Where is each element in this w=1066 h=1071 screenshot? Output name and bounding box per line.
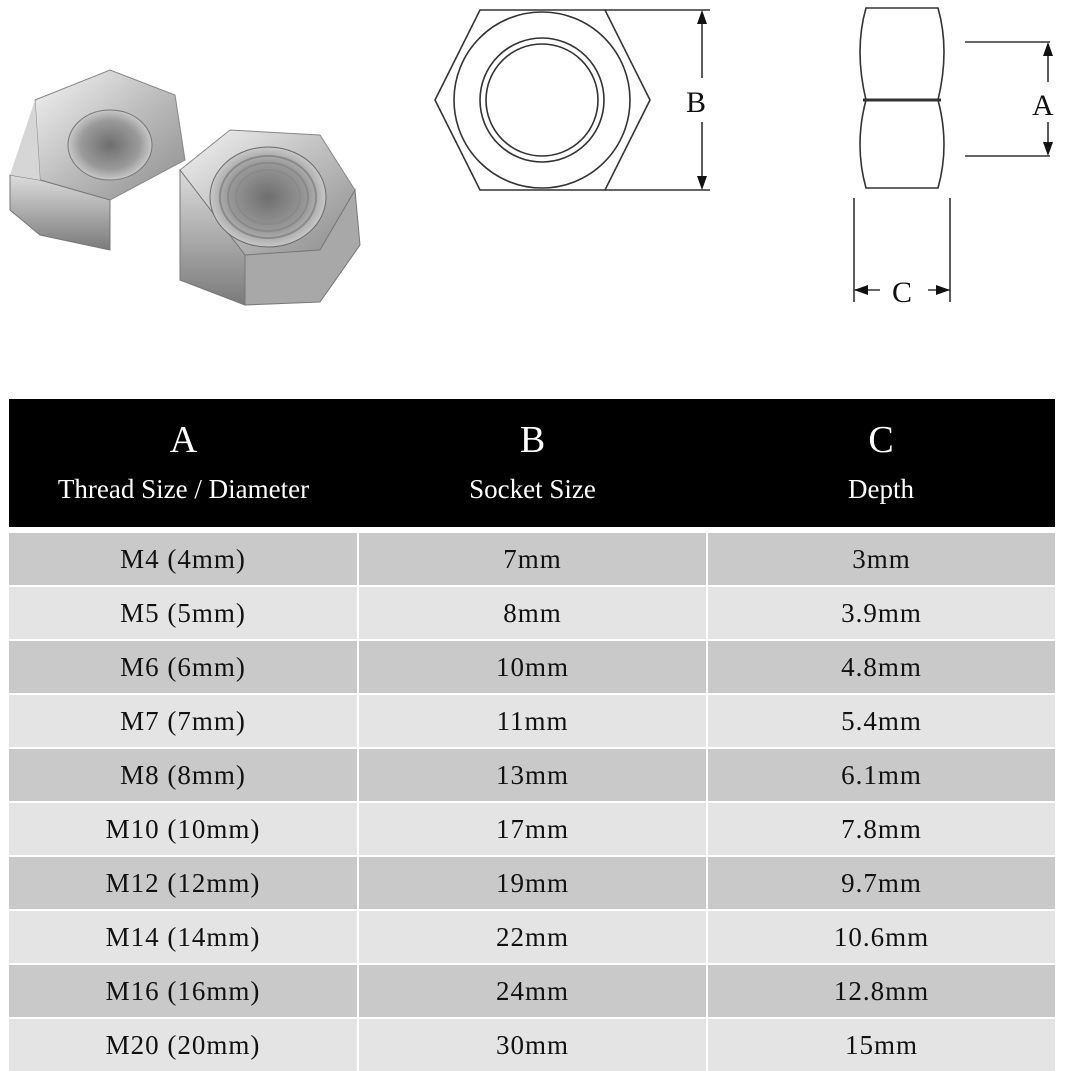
- thread-size-cell: M12 (12mm): [9, 856, 358, 910]
- table-row: [9, 586, 1055, 640]
- dimension-label-a: A: [1032, 89, 1054, 122]
- depth-cell: 10.6mm: [707, 910, 1055, 964]
- socket-size-cell: 30mm: [358, 1018, 707, 1071]
- table-row: [9, 856, 1055, 910]
- depth-cell: 5.4mm: [707, 694, 1055, 748]
- nut-size-table: [9, 399, 1055, 1071]
- thread-size-cell: M20 (20mm): [9, 1018, 358, 1071]
- thread-size-cell: M10 (10mm): [9, 802, 358, 856]
- column-header-label: Depth: [848, 474, 914, 505]
- column-header-letter: A: [169, 419, 198, 462]
- depth-cell: 12.8mm: [707, 964, 1055, 1018]
- table-row: [9, 694, 1055, 748]
- depth-cell: 9.7mm: [707, 856, 1055, 910]
- dimension-label-b: B: [686, 86, 707, 119]
- table-row: [9, 1018, 1055, 1071]
- socket-size-cell: 7mm: [358, 530, 707, 586]
- socket-size-cell: 17mm: [358, 802, 707, 856]
- depth-cell: 7.8mm: [707, 802, 1055, 856]
- depth-cell: 3.9mm: [707, 586, 1055, 640]
- column-header-c: [707, 399, 1055, 530]
- dimension-label-c: C: [892, 276, 913, 309]
- depth-cell: 3mm: [707, 530, 1055, 586]
- table-row: [9, 910, 1055, 964]
- depth-cell: 4.8mm: [707, 640, 1055, 694]
- thread-size-cell: M4 (4mm): [9, 530, 358, 586]
- socket-size-cell: 24mm: [358, 964, 707, 1018]
- column-header-letter: C: [868, 419, 894, 462]
- thread-size-cell: M14 (14mm): [9, 910, 358, 964]
- socket-size-cell: 19mm: [358, 856, 707, 910]
- thread-size-cell: M8 (8mm): [9, 748, 358, 802]
- column-header-label: Socket Size: [469, 474, 596, 505]
- table-row: [9, 748, 1055, 802]
- thread-size-cell: M5 (5mm): [9, 586, 358, 640]
- table-header-row: [9, 399, 1055, 530]
- hex-nut-side-view: [840, 0, 1066, 310]
- thread-size-cell: M6 (6mm): [9, 640, 358, 694]
- column-header-b: [358, 399, 707, 530]
- hex-nut-photo: [0, 40, 380, 310]
- column-header-letter: B: [519, 419, 546, 462]
- thread-size-cell: M7 (7mm): [9, 694, 358, 748]
- hex-nut-front-view: [420, 0, 740, 200]
- socket-size-cell: 10mm: [358, 640, 707, 694]
- table-row: [9, 640, 1055, 694]
- socket-size-cell: 11mm: [358, 694, 707, 748]
- table-row: [9, 802, 1055, 856]
- table-row: [9, 964, 1055, 1018]
- column-header-label: Thread Size / Diameter: [57, 474, 310, 505]
- thread-size-cell: M16 (16mm): [9, 964, 358, 1018]
- socket-size-cell: 8mm: [358, 586, 707, 640]
- socket-size-cell: 13mm: [358, 748, 707, 802]
- table-row: [9, 530, 1055, 586]
- socket-size-cell: 22mm: [358, 910, 707, 964]
- column-header-a: [9, 399, 358, 530]
- depth-cell: 15mm: [707, 1018, 1055, 1071]
- depth-cell: 6.1mm: [707, 748, 1055, 802]
